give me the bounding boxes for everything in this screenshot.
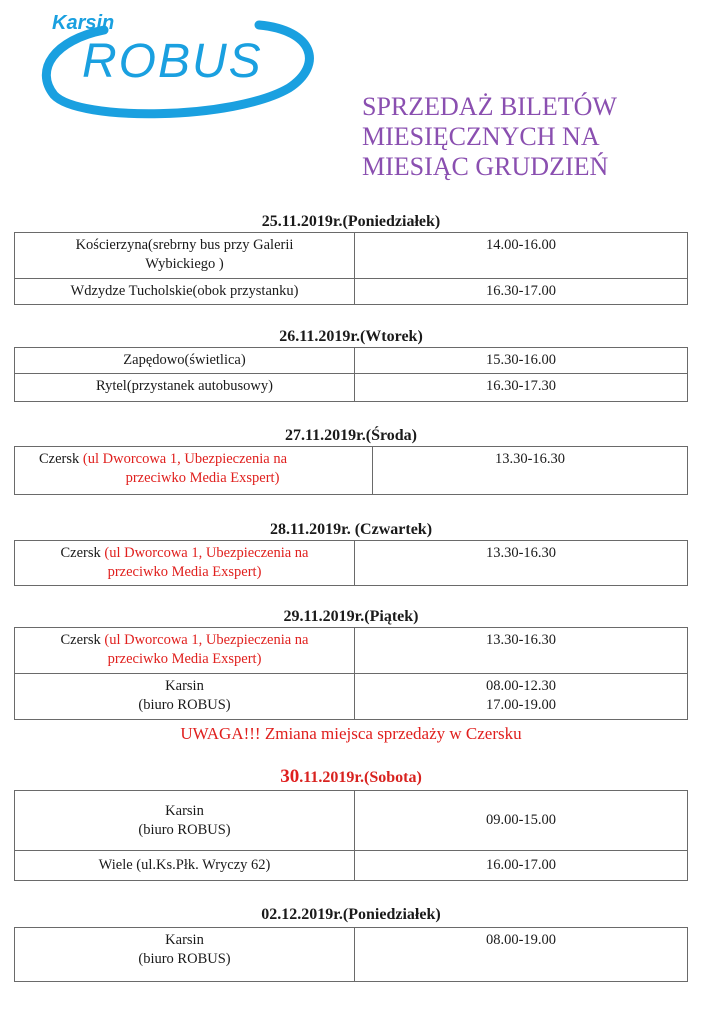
time-cell: 08.00-19.00 xyxy=(355,928,688,982)
place-town: Czersk xyxy=(60,632,105,648)
schedule-table xyxy=(14,627,688,720)
place-cell: Wdzydze Tucholskie(obok przystanku) xyxy=(15,279,355,305)
place-cell xyxy=(15,233,355,279)
day-heading xyxy=(14,767,688,788)
table-row xyxy=(15,791,688,851)
place-cell xyxy=(15,628,355,674)
place-text: (biuro ROBUS) xyxy=(138,951,231,967)
schedule-table xyxy=(14,347,688,402)
schedule-table xyxy=(14,927,688,982)
page-title xyxy=(362,92,692,182)
title-line-3: MIESIĄC GRUDZIEŃ xyxy=(362,152,609,181)
day-heading: 02.12.2019r.(Poniedziałek) xyxy=(261,906,441,923)
time-cell: 16.30-17.00 xyxy=(355,279,688,305)
time-cell: 16.30-17.30 xyxy=(355,374,688,402)
time-cell: 09.00-15.00 xyxy=(355,791,688,851)
title-line-1: SPRZEDAŻ BILETÓW xyxy=(362,92,617,121)
day-heading: 27.11.2019r.(Środa) xyxy=(284,427,417,444)
place-town: Czersk xyxy=(60,545,105,561)
place-cell: Zapędowo(świetlica) xyxy=(15,348,355,374)
table-row xyxy=(15,279,688,305)
day-heading: 26.11.2019r.(Wtorek) xyxy=(279,328,423,345)
schedule-table xyxy=(14,446,688,495)
day-heading: 28.11.2019r. (Czwartek) xyxy=(269,521,433,538)
place-address: (ul Dworcowa 1, Ubezpieczenia na xyxy=(104,632,309,648)
table-row xyxy=(15,541,688,586)
time-cell xyxy=(355,674,688,720)
place-cell xyxy=(15,447,373,495)
schedule-table xyxy=(14,232,688,305)
day-number: 30 xyxy=(280,766,300,787)
table-row xyxy=(15,233,688,279)
time-cell: 13.30-16.30 xyxy=(355,628,688,674)
table-row xyxy=(15,447,688,495)
time-cell: 15.30-16.00 xyxy=(355,348,688,374)
time-cell: 16.00-17.00 xyxy=(355,851,688,881)
place-text: Kościerzyna(srebrny bus przy Galerii xyxy=(75,237,294,253)
place-address: (ul Dworcowa 1, Ubezpieczenia na xyxy=(82,451,288,467)
title-line-2: MIESIĘCZNYCH NA xyxy=(362,122,600,151)
schedule-table xyxy=(14,790,688,881)
time-text: 08.00-12.30 xyxy=(485,678,557,694)
day-date-rest: .11.2019r.(Sobota) xyxy=(299,769,422,786)
day-heading: 29.11.2019r.(Piątek) xyxy=(283,608,419,625)
time-text: 17.00-19.00 xyxy=(485,697,557,713)
logo-robus-text: ROBUS xyxy=(82,35,263,88)
place-cell xyxy=(15,674,355,720)
place-text: Wybickiego ) xyxy=(145,256,224,272)
place-text: (biuro ROBUS) xyxy=(138,697,231,713)
place-text: Karsin xyxy=(165,802,204,819)
place-text: (biuro ROBUS) xyxy=(138,821,231,838)
time-cell: 13.30-16.30 xyxy=(355,541,688,586)
place-address: przeciwko Media Exspert) xyxy=(107,651,262,667)
schedule-table xyxy=(14,540,688,586)
table-row xyxy=(15,374,688,402)
place-cell xyxy=(15,928,355,982)
place-address: przeciwko Media Exspert) xyxy=(107,564,262,580)
day-heading: 25.11.2019r.(Poniedziałek) xyxy=(261,213,441,230)
place-cell xyxy=(15,541,355,586)
place-address: przeciwko Media Exspert) xyxy=(125,470,280,486)
table-row xyxy=(15,674,688,720)
time-cell: 13.30-16.30 xyxy=(373,447,688,495)
place-town: Czersk xyxy=(39,451,83,467)
place-text: Karsin xyxy=(165,678,204,694)
warning-notice: UWAGA!!! Zmiana miejsca sprzedaży w Czersku xyxy=(180,724,522,743)
robus-logo xyxy=(34,10,319,122)
place-cell xyxy=(15,791,355,851)
table-row xyxy=(15,851,688,881)
time-cell: 14.00-16.00 xyxy=(355,233,688,279)
table-row xyxy=(15,928,688,982)
place-cell: Rytel(przystanek autobusowy) xyxy=(15,374,355,402)
table-row xyxy=(15,348,688,374)
place-cell: Wiele (ul.Ks.Płk. Wryczy 62) xyxy=(15,851,355,881)
logo-karsin-text: Karsin xyxy=(52,12,115,34)
table-row xyxy=(15,628,688,674)
place-text: Karsin xyxy=(165,932,204,948)
place-address: (ul Dworcowa 1, Ubezpieczenia na xyxy=(104,545,309,561)
